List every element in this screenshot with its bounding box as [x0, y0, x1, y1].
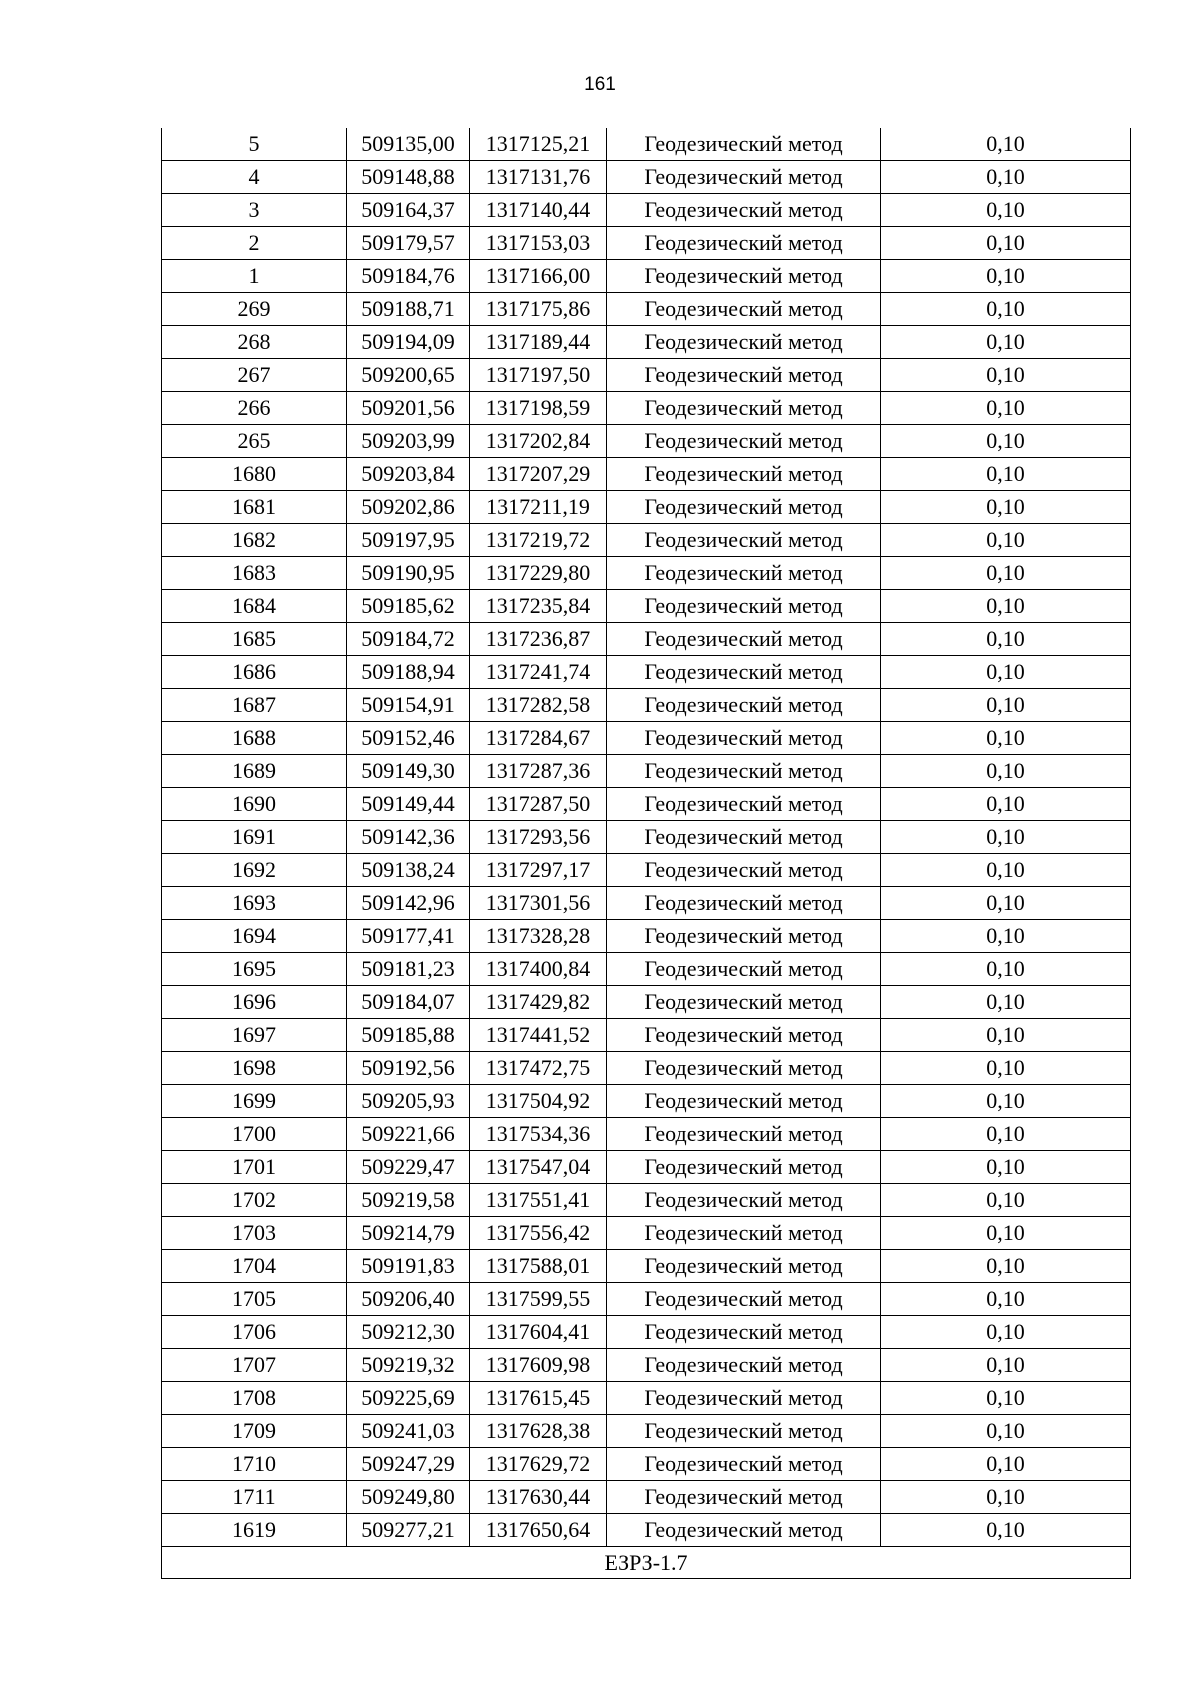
accuracy-cell: 0,10 [881, 524, 1131, 557]
table-row [162, 557, 1131, 590]
accuracy-cell: 0,10 [881, 1052, 1131, 1085]
point-number-cell: 1692 [162, 854, 347, 887]
point-number-cell: 1693 [162, 887, 347, 920]
coord-y-cell: 1317429,82 [470, 986, 607, 1019]
table-row [162, 1184, 1131, 1217]
coord-y-cell: 1317301,56 [470, 887, 607, 920]
coord-y-cell: 1317504,92 [470, 1085, 607, 1118]
coordinates-table-body [162, 128, 1131, 1547]
point-number-cell: 1681 [162, 491, 347, 524]
coord-y-cell: 1317219,72 [470, 524, 607, 557]
point-number-cell: 4 [162, 161, 347, 194]
accuracy-cell: 0,10 [881, 260, 1131, 293]
table-row [162, 161, 1131, 194]
point-number-cell: 265 [162, 425, 347, 458]
table-row [162, 623, 1131, 656]
coord-y-cell: 1317556,42 [470, 1217, 607, 1250]
point-number-cell: 1706 [162, 1316, 347, 1349]
accuracy-cell: 0,10 [881, 1448, 1131, 1481]
coord-y-cell: 1317140,44 [470, 194, 607, 227]
coord-y-cell: 1317131,76 [470, 161, 607, 194]
coord-x-cell: 509219,58 [347, 1184, 470, 1217]
point-number-cell: 1685 [162, 623, 347, 656]
accuracy-cell: 0,10 [881, 821, 1131, 854]
accuracy-cell: 0,10 [881, 458, 1131, 491]
method-cell: Геодезический метод [607, 557, 881, 590]
coord-x-cell: 509185,62 [347, 590, 470, 623]
coord-y-cell: 1317534,36 [470, 1118, 607, 1151]
point-number-cell: 1698 [162, 1052, 347, 1085]
coord-y-cell: 1317441,52 [470, 1019, 607, 1052]
method-cell: Геодезический метод [607, 1349, 881, 1382]
coord-y-cell: 1317400,84 [470, 953, 607, 986]
coord-y-cell: 1317241,74 [470, 656, 607, 689]
coord-y-cell: 1317153,03 [470, 227, 607, 260]
coord-y-cell: 1317604,41 [470, 1316, 607, 1349]
accuracy-cell: 0,10 [881, 920, 1131, 953]
table-row [162, 1283, 1131, 1316]
coord-y-cell: 1317202,84 [470, 425, 607, 458]
coord-y-cell: 1317615,45 [470, 1382, 607, 1415]
method-cell: Геодезический метод [607, 1052, 881, 1085]
table-row [162, 1151, 1131, 1184]
point-number-cell: 1619 [162, 1514, 347, 1547]
coord-y-cell: 1317599,55 [470, 1283, 607, 1316]
method-cell: Геодезический метод [607, 986, 881, 1019]
coord-x-cell: 509201,56 [347, 392, 470, 425]
method-cell: Геодезический метод [607, 1481, 881, 1514]
accuracy-cell: 0,10 [881, 1184, 1131, 1217]
table-row [162, 755, 1131, 788]
method-cell: Геодезический метод [607, 128, 881, 161]
coord-y-cell: 1317297,17 [470, 854, 607, 887]
table-row [162, 524, 1131, 557]
table-row [162, 986, 1131, 1019]
method-cell: Геодезический метод [607, 227, 881, 260]
method-cell: Геодезический метод [607, 788, 881, 821]
table-row [162, 128, 1131, 161]
method-cell: Геодезический метод [607, 194, 881, 227]
coord-y-cell: 1317609,98 [470, 1349, 607, 1382]
method-cell: Геодезический метод [607, 1448, 881, 1481]
accuracy-cell: 0,10 [881, 1283, 1131, 1316]
method-cell: Геодезический метод [607, 458, 881, 491]
coord-x-cell: 509219,32 [347, 1349, 470, 1382]
method-cell: Геодезический метод [607, 623, 881, 656]
coord-x-cell: 509184,72 [347, 623, 470, 656]
coord-x-cell: 509205,93 [347, 1085, 470, 1118]
method-cell: Геодезический метод [607, 326, 881, 359]
coord-x-cell: 509149,30 [347, 755, 470, 788]
accuracy-cell: 0,10 [881, 788, 1131, 821]
point-number-cell: 1 [162, 260, 347, 293]
accuracy-cell: 0,10 [881, 854, 1131, 887]
point-number-cell: 1680 [162, 458, 347, 491]
coord-x-cell: 509152,46 [347, 722, 470, 755]
accuracy-cell: 0,10 [881, 128, 1131, 161]
accuracy-cell: 0,10 [881, 1382, 1131, 1415]
coord-x-cell: 509241,03 [347, 1415, 470, 1448]
accuracy-cell: 0,10 [881, 227, 1131, 260]
coord-x-cell: 509149,44 [347, 788, 470, 821]
accuracy-cell: 0,10 [881, 1316, 1131, 1349]
table-row [162, 491, 1131, 524]
coord-y-cell: 1317236,87 [470, 623, 607, 656]
point-number-cell: 1701 [162, 1151, 347, 1184]
table-row [162, 1481, 1131, 1514]
method-cell: Геодезический метод [607, 1514, 881, 1547]
accuracy-cell: 0,10 [881, 656, 1131, 689]
method-cell: Геодезический метод [607, 656, 881, 689]
accuracy-cell: 0,10 [881, 1514, 1131, 1547]
coordinates-table [161, 128, 1131, 1579]
method-cell: Геодезический метод [607, 590, 881, 623]
coord-x-cell: 509185,88 [347, 1019, 470, 1052]
coord-y-cell: 1317287,36 [470, 755, 607, 788]
coord-x-cell: 509212,30 [347, 1316, 470, 1349]
table-row [162, 1217, 1131, 1250]
method-cell: Геодезический метод [607, 161, 881, 194]
table-row [162, 1448, 1131, 1481]
coord-x-cell: 509188,71 [347, 293, 470, 326]
point-number-cell: 266 [162, 392, 347, 425]
accuracy-cell: 0,10 [881, 1019, 1131, 1052]
accuracy-cell: 0,10 [881, 1250, 1131, 1283]
coord-x-cell: 509188,94 [347, 656, 470, 689]
method-cell: Геодезический метод [607, 1415, 881, 1448]
coord-x-cell: 509142,36 [347, 821, 470, 854]
coord-y-cell: 1317198,59 [470, 392, 607, 425]
coord-x-cell: 509184,07 [347, 986, 470, 1019]
table-row [162, 1382, 1131, 1415]
coord-y-cell: 1317282,58 [470, 689, 607, 722]
accuracy-cell: 0,10 [881, 1085, 1131, 1118]
point-number-cell: 269 [162, 293, 347, 326]
point-number-cell: 1695 [162, 953, 347, 986]
coord-x-cell: 509229,47 [347, 1151, 470, 1184]
coord-x-cell: 509179,57 [347, 227, 470, 260]
accuracy-cell: 0,10 [881, 986, 1131, 1019]
method-cell: Геодезический метод [607, 1118, 881, 1151]
accuracy-cell: 0,10 [881, 392, 1131, 425]
accuracy-cell: 0,10 [881, 722, 1131, 755]
accuracy-cell: 0,10 [881, 293, 1131, 326]
method-cell: Геодезический метод [607, 1151, 881, 1184]
coord-y-cell: 1317125,21 [470, 128, 607, 161]
accuracy-cell: 0,10 [881, 425, 1131, 458]
accuracy-cell: 0,10 [881, 1415, 1131, 1448]
method-cell: Геодезический метод [607, 854, 881, 887]
method-cell: Геодезический метод [607, 722, 881, 755]
coord-x-cell: 509135,00 [347, 128, 470, 161]
method-cell: Геодезический метод [607, 1217, 881, 1250]
table-row [162, 260, 1131, 293]
table-row [162, 920, 1131, 953]
point-number-cell: 1704 [162, 1250, 347, 1283]
table-row [162, 392, 1131, 425]
accuracy-cell: 0,10 [881, 194, 1131, 227]
coord-x-cell: 509214,79 [347, 1217, 470, 1250]
coord-x-cell: 509190,95 [347, 557, 470, 590]
table-row [162, 1118, 1131, 1151]
point-number-cell: 267 [162, 359, 347, 392]
table-row [162, 1052, 1131, 1085]
coord-y-cell: 1317284,67 [470, 722, 607, 755]
point-number-cell: 1687 [162, 689, 347, 722]
coord-y-cell: 1317588,01 [470, 1250, 607, 1283]
accuracy-cell: 0,10 [881, 1118, 1131, 1151]
method-cell: Геодезический метод [607, 260, 881, 293]
method-cell: Геодезический метод [607, 1250, 881, 1283]
method-cell: Геодезический метод [607, 755, 881, 788]
method-cell: Геодезический метод [607, 1184, 881, 1217]
point-number-cell: 1689 [162, 755, 347, 788]
table-row [162, 359, 1131, 392]
coord-y-cell: 1317207,29 [470, 458, 607, 491]
method-cell: Геодезический метод [607, 920, 881, 953]
accuracy-cell: 0,10 [881, 887, 1131, 920]
coord-y-cell: 1317229,80 [470, 557, 607, 590]
coord-y-cell: 1317328,28 [470, 920, 607, 953]
point-number-cell: 1690 [162, 788, 347, 821]
coord-x-cell: 509202,86 [347, 491, 470, 524]
point-number-cell: 1682 [162, 524, 347, 557]
point-number-cell: 3 [162, 194, 347, 227]
method-cell: Геодезический метод [607, 1283, 881, 1316]
coord-x-cell: 509200,65 [347, 359, 470, 392]
table-row [162, 788, 1131, 821]
point-number-cell: 1691 [162, 821, 347, 854]
method-cell: Геодезический метод [607, 293, 881, 326]
table-row [162, 1415, 1131, 1448]
method-cell: Геодезический метод [607, 1316, 881, 1349]
table-row [162, 689, 1131, 722]
accuracy-cell: 0,10 [881, 1349, 1131, 1382]
method-cell: Геодезический метод [607, 953, 881, 986]
point-number-cell: 1683 [162, 557, 347, 590]
coord-x-cell: 509203,84 [347, 458, 470, 491]
method-cell: Геодезический метод [607, 491, 881, 524]
point-number-cell: 268 [162, 326, 347, 359]
table-row [162, 722, 1131, 755]
table-row [162, 1019, 1131, 1052]
accuracy-cell: 0,10 [881, 953, 1131, 986]
table-row [162, 1085, 1131, 1118]
table-row [162, 227, 1131, 260]
page-number: 161 [584, 74, 616, 95]
point-number-cell: 1707 [162, 1349, 347, 1382]
method-cell: Геодезический метод [607, 821, 881, 854]
coord-y-cell: 1317629,72 [470, 1448, 607, 1481]
coord-x-cell: 509192,56 [347, 1052, 470, 1085]
coord-y-cell: 1317166,00 [470, 260, 607, 293]
coord-x-cell: 509184,76 [347, 260, 470, 293]
accuracy-cell: 0,10 [881, 1217, 1131, 1250]
method-cell: Геодезический метод [607, 392, 881, 425]
coord-y-cell: 1317472,75 [470, 1052, 607, 1085]
point-number-cell: 1711 [162, 1481, 347, 1514]
coord-y-cell: 1317175,86 [470, 293, 607, 326]
coord-x-cell: 509148,88 [347, 161, 470, 194]
coord-x-cell: 509221,66 [347, 1118, 470, 1151]
method-cell: Геодезический метод [607, 1085, 881, 1118]
point-number-cell: 1696 [162, 986, 347, 1019]
point-number-cell: 1705 [162, 1283, 347, 1316]
point-number-cell: 2 [162, 227, 347, 260]
table-row [162, 656, 1131, 689]
coord-y-cell: 1317293,56 [470, 821, 607, 854]
coord-y-cell: 1317197,50 [470, 359, 607, 392]
coord-y-cell: 1317650,64 [470, 1514, 607, 1547]
table-row [162, 854, 1131, 887]
method-cell: Геодезический метод [607, 689, 881, 722]
point-number-cell: 1702 [162, 1184, 347, 1217]
accuracy-cell: 0,10 [881, 755, 1131, 788]
accuracy-cell: 0,10 [881, 590, 1131, 623]
table-row [162, 590, 1131, 623]
table-row [162, 458, 1131, 491]
zone-label: ЕЗРЗ-1.7 [162, 1547, 1131, 1579]
table-row [162, 887, 1131, 920]
coord-y-cell: 1317547,04 [470, 1151, 607, 1184]
coord-x-cell: 509138,24 [347, 854, 470, 887]
coord-x-cell: 509277,21 [347, 1514, 470, 1547]
method-cell: Геодезический метод [607, 524, 881, 557]
coord-x-cell: 509225,69 [347, 1382, 470, 1415]
coord-x-cell: 509177,41 [347, 920, 470, 953]
coord-y-cell: 1317189,44 [470, 326, 607, 359]
accuracy-cell: 0,10 [881, 326, 1131, 359]
point-number-cell: 1700 [162, 1118, 347, 1151]
coord-x-cell: 509142,96 [347, 887, 470, 920]
coord-y-cell: 1317628,38 [470, 1415, 607, 1448]
accuracy-cell: 0,10 [881, 491, 1131, 524]
method-cell: Геодезический метод [607, 359, 881, 392]
table-row [162, 1316, 1131, 1349]
table-row [162, 1250, 1131, 1283]
coord-y-cell: 1317287,50 [470, 788, 607, 821]
table-row [162, 821, 1131, 854]
accuracy-cell: 0,10 [881, 1481, 1131, 1514]
point-number-cell: 1684 [162, 590, 347, 623]
point-number-cell: 1708 [162, 1382, 347, 1415]
point-number-cell: 1699 [162, 1085, 347, 1118]
point-number-cell: 1703 [162, 1217, 347, 1250]
method-cell: Геодезический метод [607, 887, 881, 920]
accuracy-cell: 0,10 [881, 359, 1131, 392]
method-cell: Геодезический метод [607, 425, 881, 458]
table-row [162, 293, 1131, 326]
table-row [162, 194, 1131, 227]
accuracy-cell: 0,10 [881, 161, 1131, 194]
accuracy-cell: 0,10 [881, 557, 1131, 590]
coord-x-cell: 509247,29 [347, 1448, 470, 1481]
coord-y-cell: 1317211,19 [470, 491, 607, 524]
point-number-cell: 1686 [162, 656, 347, 689]
point-number-cell: 1694 [162, 920, 347, 953]
coord-x-cell: 509191,83 [347, 1250, 470, 1283]
coord-x-cell: 509206,40 [347, 1283, 470, 1316]
method-cell: Геодезический метод [607, 1019, 881, 1052]
point-number-cell: 1709 [162, 1415, 347, 1448]
coord-x-cell: 509181,23 [347, 953, 470, 986]
coord-x-cell: 509197,95 [347, 524, 470, 557]
coord-y-cell: 1317551,41 [470, 1184, 607, 1217]
point-number-cell: 5 [162, 128, 347, 161]
table-row [162, 953, 1131, 986]
coord-y-cell: 1317235,84 [470, 590, 607, 623]
table-row [162, 425, 1131, 458]
point-number-cell: 1697 [162, 1019, 347, 1052]
coord-x-cell: 509249,80 [347, 1481, 470, 1514]
table-row [162, 1514, 1131, 1547]
accuracy-cell: 0,10 [881, 623, 1131, 656]
coord-y-cell: 1317630,44 [470, 1481, 607, 1514]
point-number-cell: 1688 [162, 722, 347, 755]
table-row [162, 326, 1131, 359]
coord-x-cell: 509154,91 [347, 689, 470, 722]
zone-footer-row [162, 1547, 1131, 1579]
accuracy-cell: 0,10 [881, 689, 1131, 722]
accuracy-cell: 0,10 [881, 1151, 1131, 1184]
method-cell: Геодезический метод [607, 1382, 881, 1415]
table-row [162, 1349, 1131, 1382]
point-number-cell: 1710 [162, 1448, 347, 1481]
coord-x-cell: 509194,09 [347, 326, 470, 359]
coord-x-cell: 509203,99 [347, 425, 470, 458]
coord-x-cell: 509164,37 [347, 194, 470, 227]
